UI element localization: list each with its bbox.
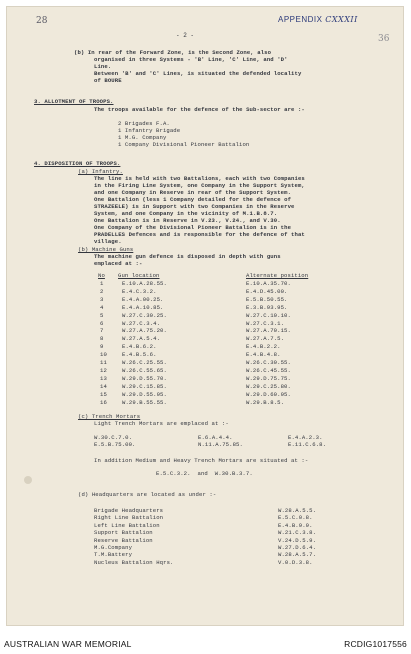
mg-row-alternate: E.4.B.4.8. — [246, 351, 281, 359]
tm-label: (c) Trench Mortars — [78, 413, 141, 420]
mg-row-location: W.29.B.55.55. — [122, 398, 167, 406]
mg-intro-line: The machine gun defence is disposed in depth with guns — [94, 253, 281, 260]
mg-row-location: W.26.C.55.65. — [122, 366, 167, 374]
tm-intro: Light Trench Mortars are emplaced at :- — [94, 420, 229, 427]
zones-line-4: Between 'B' and 'C' Lines, is situated the defended locality — [94, 70, 302, 77]
mg-row-location: W.26.C.25.55. — [122, 359, 167, 366]
corner-page-number-right: 36 — [378, 34, 390, 44]
mg-row-number: 1 — [100, 280, 104, 287]
infantry-line: in the Firing Line System, one Company in the Support System, — [94, 182, 305, 189]
appendix-number: CXXXII — [325, 15, 358, 24]
mg-row-alternate: W.29.D.60.95. — [246, 390, 291, 398]
mg-row-alternate: W.27.C.3.1. — [246, 319, 285, 327]
hq-row-location: W.28.A.5.5. — [278, 507, 317, 514]
hq-row-unit: Support Battalion — [94, 529, 153, 537]
mg-row-location: W.27.C.30.25. — [122, 311, 167, 319]
mg-header-alternate: Alternate position — [246, 272, 309, 279]
mg-row-number: 9 — [100, 343, 104, 351]
hq-row-unit: Brigade Headquarters — [94, 507, 164, 514]
allotment-item: 2 Brigades F.A. — [118, 120, 170, 127]
mg-row-number: 7 — [100, 327, 104, 335]
mg-row-location: E.4.B.6.2. — [122, 343, 157, 351]
infantry-line: and one Company in Reserve in rear of the Support System. — [94, 189, 292, 196]
mg-row-alternate: W.27.A.70.15. — [246, 327, 291, 335]
allotment-heading: 3. ALLOTMENT OF TROOPS. — [34, 98, 114, 105]
mg-row-number: 5 — [100, 311, 104, 319]
mg-row-location: W.29.D.55.95. — [122, 390, 167, 398]
appendix-label: APPENDIX CXXXII — [278, 15, 358, 24]
allotment-item: 1 Infantry Brigade — [118, 127, 181, 134]
allotment-intro: The troops available for the defence of the Sub-sector are :- — [94, 106, 305, 113]
tm-location: N.11.A.75.85. — [198, 441, 243, 448]
tm-location: E.5.B.75.00. — [94, 441, 136, 448]
mg-row-alternate: W.27.C.10.10. — [246, 311, 291, 319]
infantry-label: (a) Infantry. — [78, 168, 123, 175]
hq-row-unit: Reserve Battalion — [94, 536, 153, 544]
tm-medium-locations: E.5.C.3.2. and W.30.B.3.7. — [156, 470, 253, 477]
disposition-heading: 4. DISPOSITION OF TROOPS. — [34, 160, 121, 167]
footer-id: RCDIG1017556 — [344, 639, 407, 649]
mg-row-number: 16 — [100, 398, 107, 406]
mg-row-alternate: W.26.C.45.55. — [246, 366, 291, 374]
infantry-line: STRAZEELE) is in Support with two Companies in the Reserve — [94, 203, 295, 210]
mg-row-location: E.4.A.00.25. — [122, 295, 164, 303]
mg-header-no: No — [98, 272, 105, 279]
mg-row-number: 3 — [100, 295, 104, 303]
mg-row-alternate: E.10.A.35.70. — [246, 280, 291, 287]
hq-row-unit: Left Line Battalion — [94, 521, 160, 529]
mg-row-location: W.29.D.55.70. — [122, 374, 167, 382]
mg-row-location: W.27.A.5.4. — [122, 335, 161, 343]
infantry-line: PRADELLES Defences and is responsible for the defence of that — [94, 231, 305, 238]
mg-header-location: Gun location — [118, 272, 160, 279]
mg-row-location: W.27.C.3.4. — [122, 319, 161, 327]
hq-row-location: V.24.D.5.9. — [278, 536, 317, 544]
mg-row-alternate: E.3.B.93.95. — [246, 303, 288, 311]
hq-row-unit: T.M.Battery — [94, 551, 133, 559]
mg-row-location: W.27.A.75.20. — [122, 327, 167, 335]
hq-row-location: V.0.D.3.8. — [278, 558, 313, 566]
mg-row-number: 14 — [100, 382, 107, 390]
mg-row-number: 6 — [100, 319, 104, 327]
zones-line-2: organised in three Systems - 'B' Line, 'C' Line, and 'D' — [94, 56, 288, 63]
mg-row-number: 15 — [100, 390, 107, 398]
zones-line-5: of BOURE — [94, 77, 122, 84]
infantry-line: One Company of the Divisional Pioneer Battalion is in the — [94, 224, 292, 231]
hq-row-location: W.28.A.5.7. — [278, 551, 317, 559]
mg-row-alternate: W.26.C.30.55. — [246, 359, 291, 366]
punch-hole — [24, 476, 32, 484]
mg-row-location: E.4.B.5.6. — [122, 351, 157, 359]
hq-row-location: W.21.C.3.8. — [278, 529, 317, 537]
hq-label: (d) Headquarters are located as under :- — [78, 491, 217, 498]
hq-row-unit: Right Line Battalion — [94, 514, 164, 522]
tm-medium: In addition Medium and Heavy Trench Mortars are situated at :- — [94, 457, 309, 464]
mg-row-number: 12 — [100, 366, 107, 374]
infantry-line: The line is held with two Battalions, each with two Companies — [94, 175, 305, 182]
tm-location: E.6.A.4.4. — [198, 434, 233, 441]
mg-row-alternate: W.29.C.25.80. — [246, 382, 291, 390]
mg-row-alternate: E.4.B.2.2. — [246, 343, 281, 351]
mg-row-number: 2 — [100, 287, 104, 295]
mg-row-location: E.4.C.3.2. — [122, 287, 157, 295]
infantry-line: One Battalion (less 1 Company detailed for the defence of — [94, 196, 292, 203]
mg-row-number: 4 — [100, 303, 104, 311]
zones-line-3: Line. — [94, 63, 112, 70]
zones-line-1: (b) In rear of the Forward Zone, is the Second Zone, also — [74, 49, 272, 56]
hq-row-location: W.27.D.6.4. — [278, 544, 317, 551]
infantry-line: One Battalion is in Reserve in V.23., V.24., and V.30. — [94, 217, 281, 224]
mg-row-alternate: W.29.D.75.75. — [246, 374, 291, 382]
mg-row-number: 11 — [100, 359, 107, 366]
mg-row-alternate: W.29.B.8.5. — [246, 398, 285, 406]
hq-row-unit: Nucleus Battalion Hqrs. — [94, 558, 174, 566]
infantry-line: village. — [94, 238, 122, 245]
mg-row-alternate: W.27.A.7.5. — [246, 335, 285, 343]
mg-row-alternate: E.5.B.50.55. — [246, 295, 288, 303]
hq-row-location: E.5.C.0.8. — [278, 514, 313, 522]
mg-row-number: 8 — [100, 335, 104, 343]
mg-row-location: E.4.A.10.85. — [122, 303, 164, 311]
allotment-item: 1 M.G. Company — [118, 134, 167, 141]
infantry-line: System, and one Company in the vicinity of M.1.B.8.7. — [94, 210, 278, 217]
tm-location: E.11.C.6.8. — [288, 441, 327, 448]
footer-source: AUSTRALIAN WAR MEMORIAL — [4, 639, 132, 649]
corner-page-number: 28 — [36, 16, 48, 26]
allotment-item: 1 Company Divisional Pioneer Battalion — [118, 141, 250, 148]
mg-intro-line: emplaced at :- — [94, 260, 143, 267]
mg-label: (b) Machine Guns — [78, 246, 134, 253]
mg-row-number: 10 — [100, 351, 107, 359]
footer-bar — [0, 632, 411, 654]
page-number: - 2 - — [176, 32, 195, 39]
mg-row-location: W.29.C.15.85. — [122, 382, 167, 390]
document-page — [6, 6, 404, 626]
hq-row-location: E.4.B.9.9. — [278, 521, 313, 529]
tm-location: W.30.C.7.0. — [94, 434, 133, 441]
mg-row-location: E.10.A.28.55. — [122, 280, 167, 287]
tm-location: E.4.A.2.3. — [288, 434, 323, 441]
hq-row-unit: M.G.Company — [94, 544, 133, 551]
mg-row-alternate: E.4.D.45.00. — [246, 287, 288, 295]
mg-row-number: 13 — [100, 374, 107, 382]
